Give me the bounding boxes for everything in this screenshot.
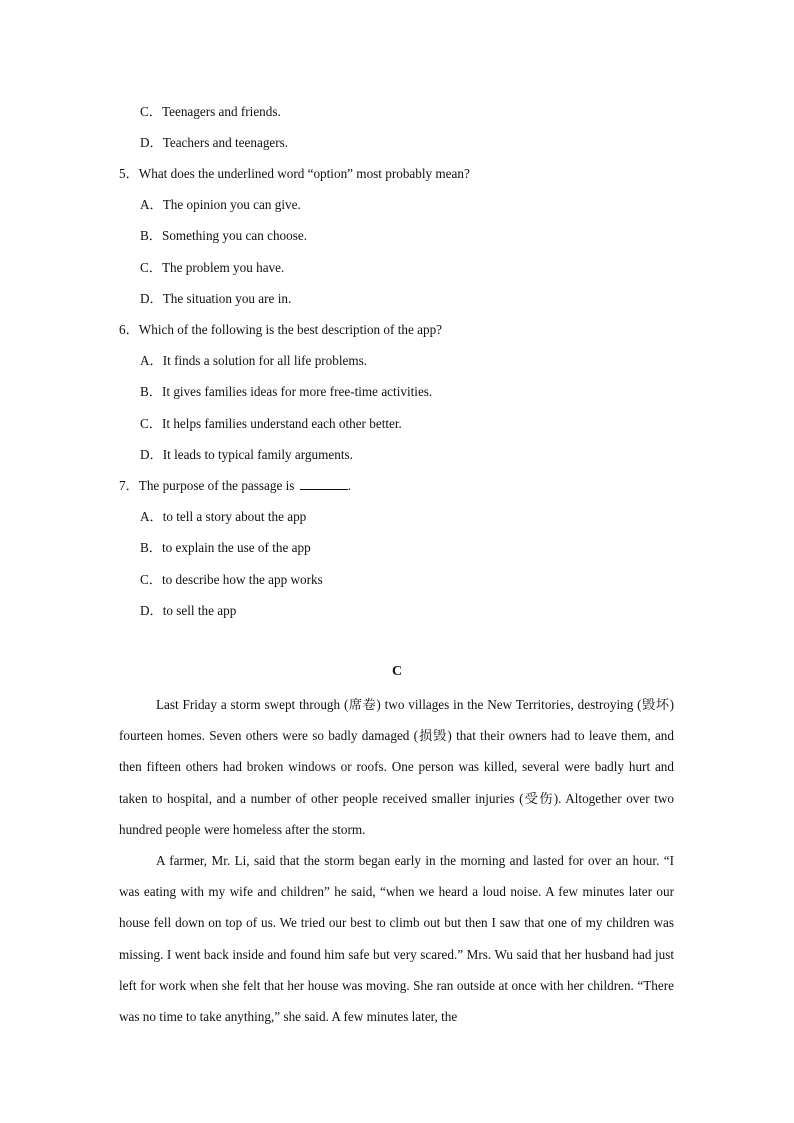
question-6-option-b: B．It gives families ideas for more free-time activities.	[140, 384, 433, 399]
question-5-option-d: D．The situation you are in.	[140, 291, 292, 306]
question-4-option-d: D．Teachers and teenagers.	[140, 135, 289, 150]
question-7-stem	[119, 477, 351, 495]
question-7-option-d: D．to sell the app	[140, 603, 237, 618]
passage-paragraph-1: Last Friday a storm swept through (席卷) two villages in the New Territories, destroying (毁坏) fourteen homes. Seven others were so badly damaged (损毁) that their owners had to leave them, and then fifteen others had broken windows or roofs. One person was killed, several were badly hurt and taken to hospital, and a number of other people received smaller injuries (受伤). Altogether over two hundred people were homeless after the storm.	[119, 697, 674, 837]
question-7-option-b: B．to explain the use of the app	[140, 540, 311, 555]
question-6-option-c: C．It helps families understand each other better.	[140, 416, 402, 431]
passage-paragraph-2: A farmer, Mr. Li, said that the storm began early in the morning and lasted for over an hour. “I was eating with my wife and children” he said, “when we heard a loud noise. A few minutes later our house fell down on top of us. We tried our best to climb out but then I saw that one of my children was missing. I went back inside and found him safe but very scared.” Mrs. Wu said that her husband had just left for work when she felt that her house was moving. She ran outside at once with her children. “There was no time to take anything,” she said. A few minutes later, the	[119, 853, 674, 1025]
question-5-option-a: A．The opinion you can give.	[140, 197, 301, 212]
question-7-option-c: C．to describe how the app works	[140, 572, 323, 587]
question-7-stem-period: .	[347, 478, 352, 493]
question-5-option-c: C．The problem you have.	[140, 260, 285, 275]
question-7-stem-text: 7．The purpose of the passage is	[119, 478, 298, 493]
question-5-stem: 5．What does the underlined word “option” most probably mean?	[119, 166, 470, 181]
question-4-option-c: C．Teenagers and friends.	[140, 104, 281, 119]
question-6-option-d: D．It leads to typical family arguments.	[140, 447, 353, 462]
question-6-option-a: A．It finds a solution for all life problems.	[140, 353, 368, 368]
section-heading: C	[391, 664, 403, 679]
question-5-option-b: B．Something you can choose.	[140, 228, 308, 243]
question-7-option-a: A．to tell a story about the app	[140, 509, 307, 524]
question-6-stem: 6．Which of the following is the best description of the app?	[119, 322, 443, 337]
answer-blank	[300, 478, 348, 490]
